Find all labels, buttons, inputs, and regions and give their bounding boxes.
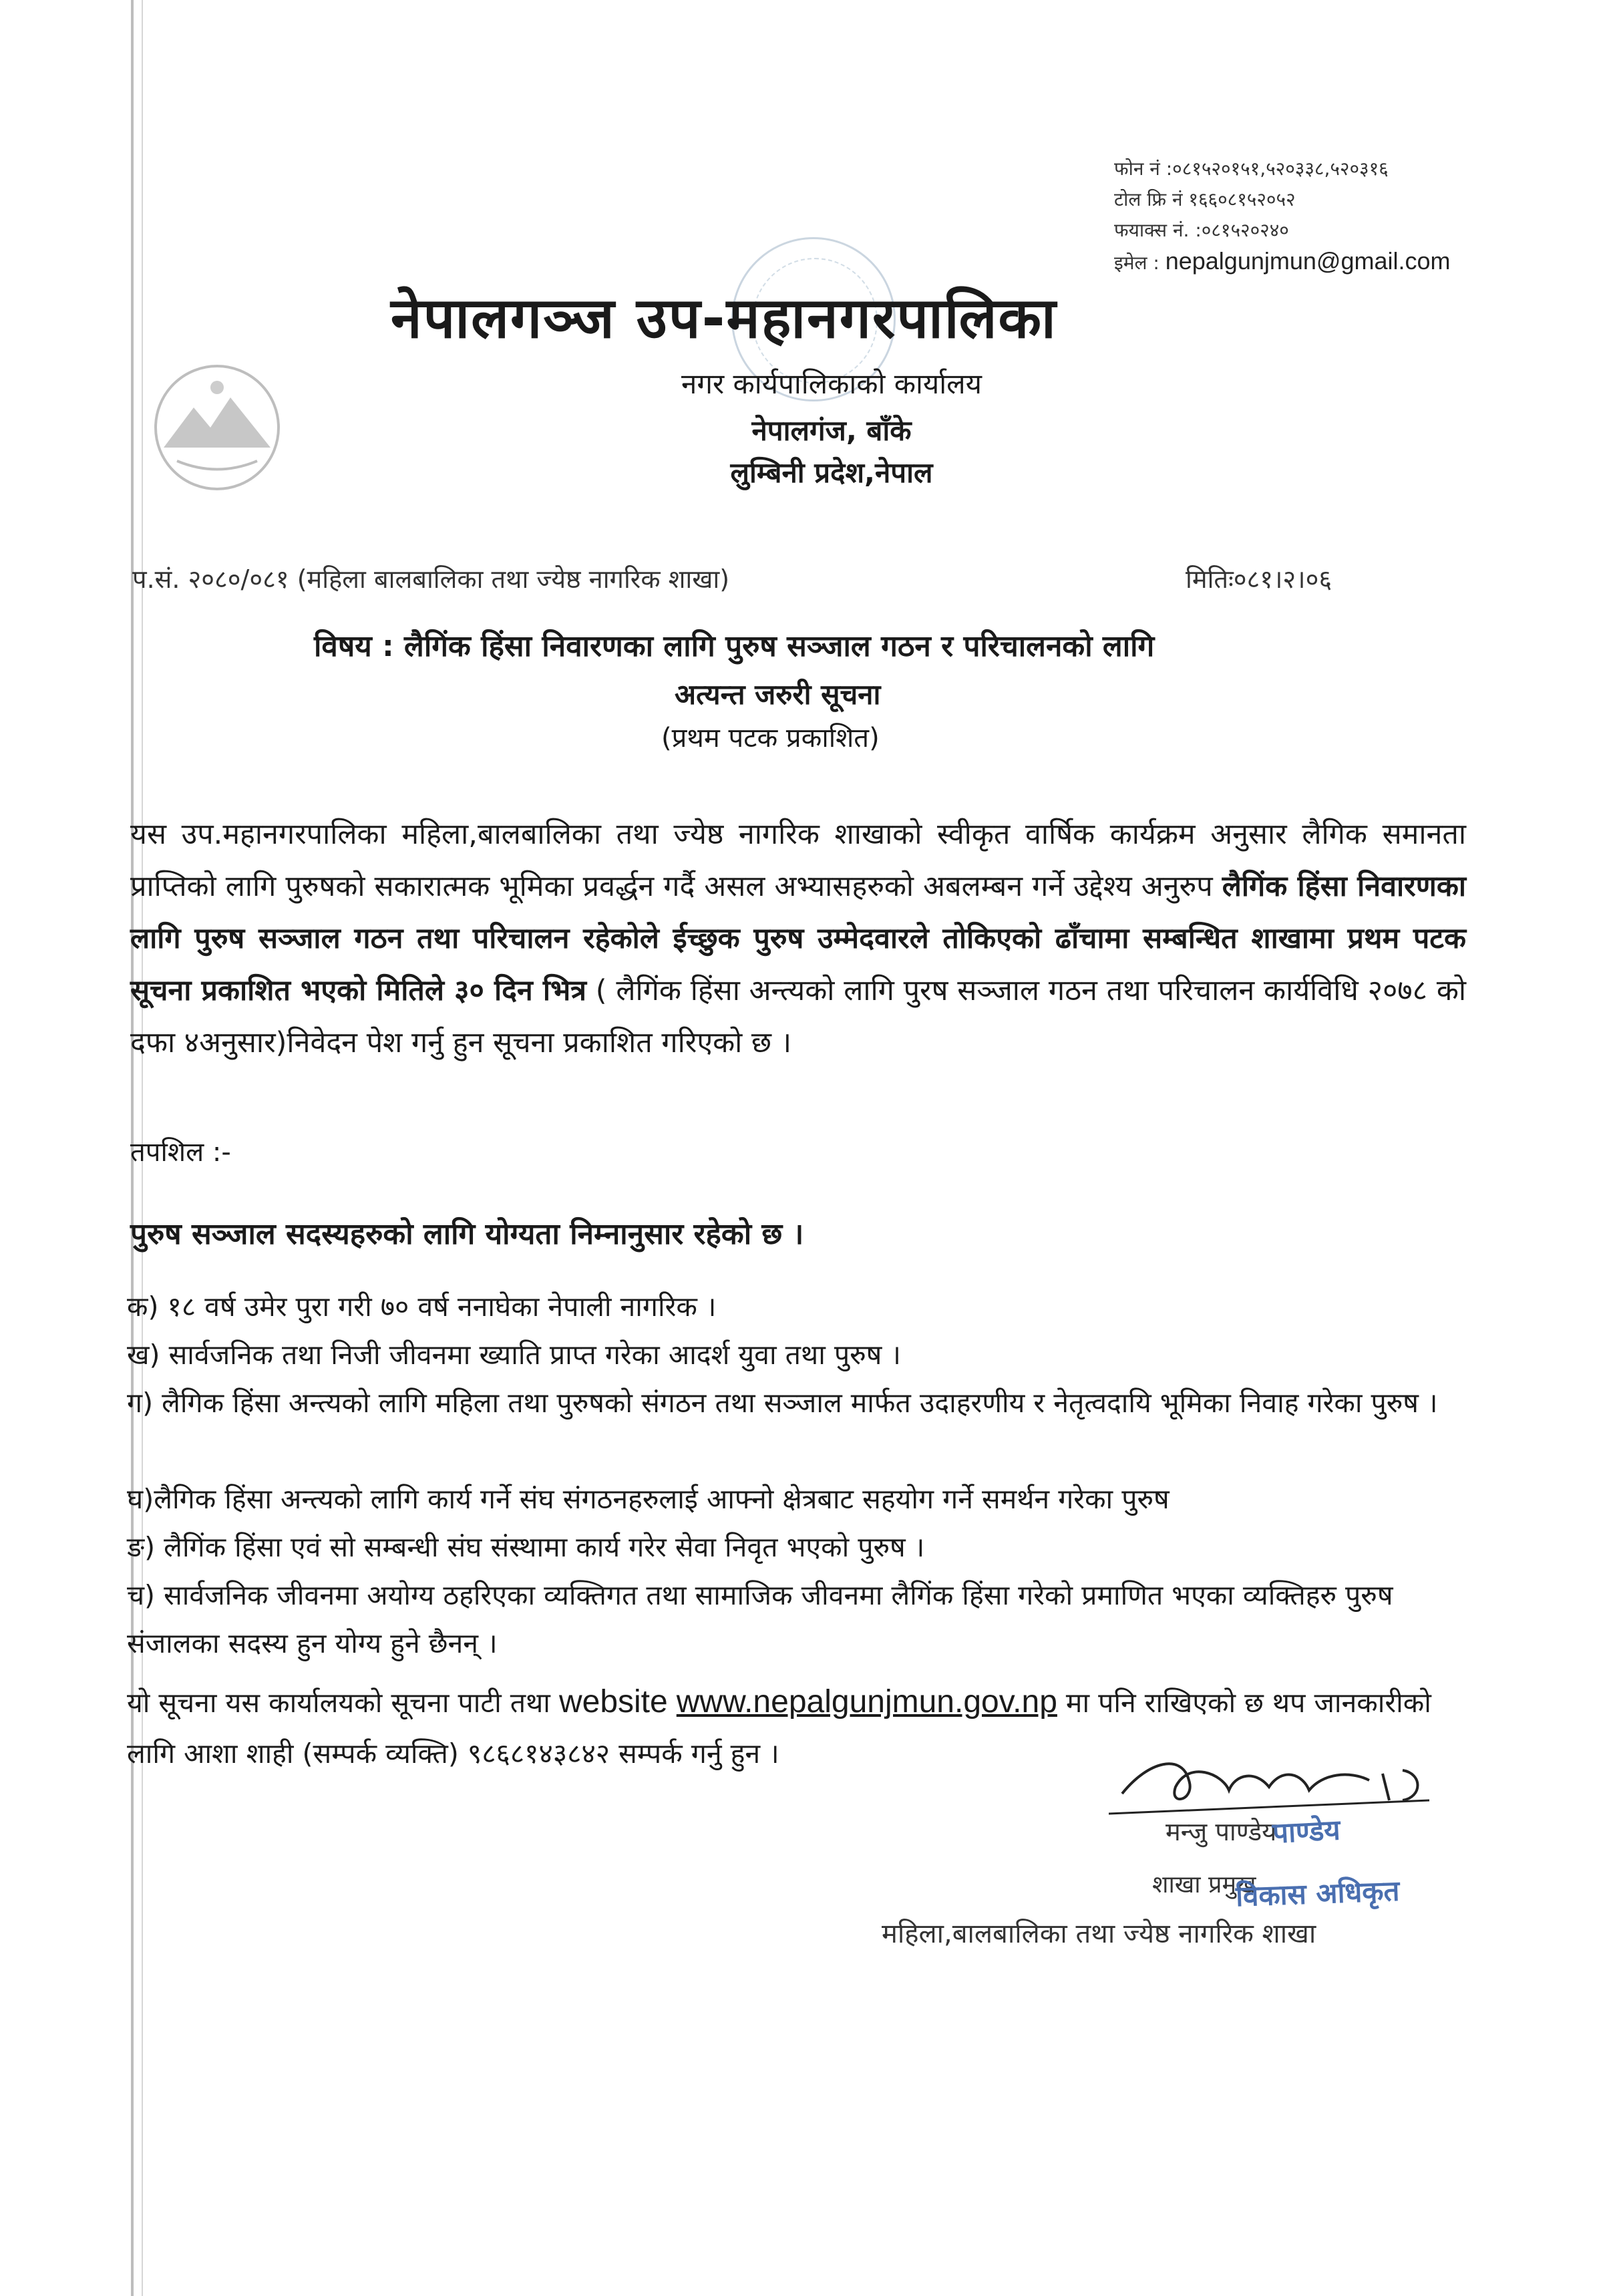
letter-date: मितिः०८१।२।०६	[1186, 564, 1332, 594]
criteria-item: च) सार्वजनिक जीवनमा अयोग्य ठहरिएका व्यक्तिगत तथा सामाजिक जीवनमा लैगिंक हिंसा गरेको प्रमाणित भएका व्यक्तिहरु पुरुष संजालका सदस्य हुन योग्य हुने छैनन् ।	[127, 1579, 1393, 1659]
nepal-emblem-icon	[137, 361, 297, 494]
paragraph-bold: लैगिंक हिंसा निवारणका लागि पुरुष सञ्जाल गठन तथा परिचालन रहेकोले ईच्छुक पुरुष उम्मेदवारले तोकिएको ढाँचामा सम्बन्धित शाखामा प्रथम पटक सूचना प्रकाशित भएको मितिले ३० दिन भित्र	[130, 870, 1466, 1007]
handwritten-signature	[1109, 1734, 1443, 1820]
paragraph-intro: यस उप.महानगरपालिका महिला,बालबालिका तथा ज्येष्ठ नागरिक शाखाको स्वीकृत वार्षिक कार्यक्रम अनुसार लैगिक समानता प्राप्तिको लागि पुरुषको सकारात्मक भूमिका प्रवर्द्धन गर्दै असल अभ्यासहरुको अबलम्बन गर्ने उद्देश्य अनुरुप	[130, 818, 1466, 903]
contact-block	[1114, 154, 1450, 279]
signatory-post: शाखा प्रमुख	[1152, 1871, 1256, 1899]
stamp-name: पाण्डेय	[1271, 1813, 1341, 1850]
paragraph-tail: ( लैगिंक हिंसा अन्त्यको लागि पुरष सञ्जाल गठन तथा परिचालन कार्यविधि २०७८ को दफा ४अनुसार)निवेदन पेश गर्नु हुन सूचना प्रकाशित गरिएको छ ।	[130, 974, 1466, 1059]
notice-part1: यो सूचना यस कार्यालयको सूचना पाटी तथा	[127, 1687, 559, 1719]
fax-number: फयाक्स नं. :०८१५२०२४०	[1114, 219, 1289, 241]
details-label: तपशिल :-	[130, 1137, 231, 1168]
phone-numbers: फोन नं :०८१५२०१५१,५२०३३८,५२०३१६	[1114, 158, 1389, 180]
signatory-branch: महिला,बालबालिका तथा ज्येष्ठ नागरिक शाखा	[882, 1919, 1316, 1949]
org-name: नेपालगञ्ज उप-महानगरपालिका	[391, 285, 1057, 351]
signatory-name: मन्जु पाण्डेय	[1166, 1817, 1277, 1846]
website-link[interactable]: www.nepalgunjmun.gov.np	[676, 1684, 1057, 1719]
subject-urgent: अत्यन्त जरुरी सूचना	[675, 678, 881, 711]
reference-number: प.सं. २०८०/०८१ (महिला बालबालिका तथा ज्येष्ठ नागरिक शाखा)	[132, 564, 730, 594]
email-row	[1114, 246, 1450, 279]
criteria-item: घ)लैगिक हिंसा अन्त्यको लागि कार्य गर्ने संघ संगठनहरुलाई आफ्नो क्षेत्रबाट सहयोग गर्ने समर्थन गरेका पुरुष	[127, 1483, 1170, 1515]
office-place: नेपालगंज, बाँके	[751, 414, 912, 447]
office-province: लुम्बिनी प्रदेश,नेपाल	[730, 456, 933, 489]
criteria-item: ख) सार्वजनिक तथा निजी जीवनमा ख्याति प्राप्त गरेका आदर्श युवा तथा पुरुष ।	[127, 1339, 901, 1371]
email-address: nepalgunjmun@gmail.com	[1165, 247, 1451, 275]
office-name: नगर कार्यपालिकाको कार्यालय	[681, 367, 982, 400]
criteria-item: क) १८ वर्ष उमेर पुरा गरी ७० वर्ष ननाघेका नेपाली नागरिक ।	[127, 1291, 717, 1323]
tollfree-number: टोल फ्रि नं १६६०८१५२०५२	[1114, 188, 1296, 210]
subject-line: विषय : लैगिंक हिंसा निवारणका लागि पुरुष सञ्जाल गठन र परिचालनको लागि	[314, 629, 1155, 663]
stamp-post: विकास अधिकृत	[1235, 1874, 1401, 1913]
website-word: website	[558, 1684, 668, 1719]
criteria-item: ग) लैगिक हिंसा अन्त्यको लागि महिला तथा पुरुषको संगठन तथा सञ्जाल मार्फत उदाहरणीय र नेतृत्वदायि भूमिका निवाह गरेका पुरुष ।	[127, 1387, 1438, 1419]
notice-paragraph	[130, 808, 1466, 1069]
eligibility-heading: पुरुष सञ्जाल सदस्यहरुको लागि योग्यता निम्नानुसार रहेको छ ।	[130, 1217, 804, 1251]
email-label: इमेल :	[1114, 252, 1159, 274]
subject-publication: (प्रथम पटक प्रकाशित)	[661, 723, 880, 754]
criteria-item: ङ) लैगिंक हिंसा एवं सो सम्बन्धी संघ संस्थामा कार्य गरेर सेवा निवृत भएको पुरुष ।	[127, 1531, 925, 1563]
notice-part2: मा पनि राखिएको छ थप जानकारीको लागि आशा शाही (सम्पर्क व्यक्ति) ९८६८१४३८४२ सम्पर्क गर्नु हुन ।	[127, 1687, 1431, 1770]
